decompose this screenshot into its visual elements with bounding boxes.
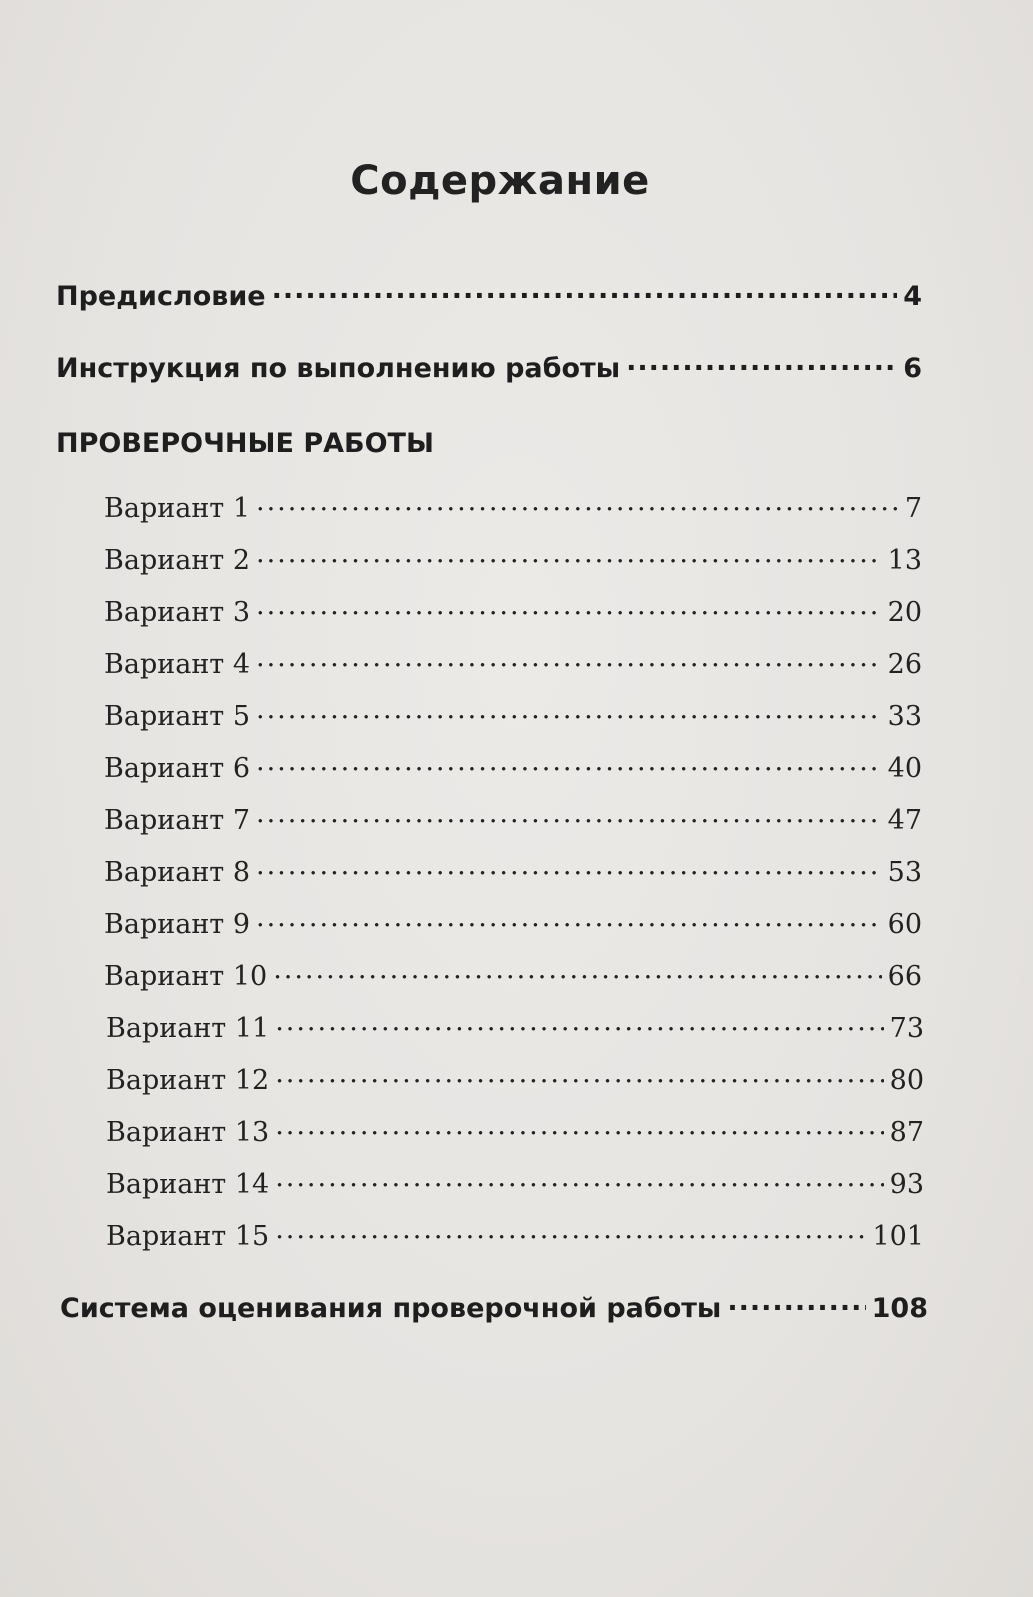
toc-entry-label: Вариант 2	[104, 545, 251, 576]
toc-entry-variant	[106, 1062, 924, 1096]
toc-entry-variant	[106, 1010, 924, 1044]
page-title: Содержание	[350, 158, 650, 204]
toc-entry-label: Вариант 4	[104, 649, 251, 680]
toc-entry-label: Вариант 6	[104, 753, 251, 784]
toc-entry-label: Вариант 9	[104, 909, 251, 940]
toc-entry-label: Вариант 10	[104, 961, 268, 992]
dot-leader	[256, 490, 899, 517]
dot-leader	[275, 1166, 883, 1193]
dot-leader	[256, 646, 882, 673]
dot-leader	[256, 542, 882, 569]
toc-entry-variant	[106, 1166, 924, 1200]
toc-entry-label: Предисловие	[56, 281, 266, 312]
dot-leader	[275, 1218, 866, 1245]
dot-leader	[626, 350, 897, 377]
toc-entry-page: 66	[887, 961, 922, 992]
toc-entry-variant	[106, 1218, 924, 1252]
toc-entry-page: 40	[887, 753, 922, 784]
toc-entry-label: Вариант 11	[106, 1013, 270, 1044]
toc-entry-page: 6	[903, 353, 922, 384]
toc-entry-label: Вариант 3	[104, 597, 251, 628]
section-heading: ПРОВЕРОЧНЫЕ РАБОТЫ	[56, 428, 434, 459]
toc-entry-page: 33	[887, 701, 922, 732]
toc-entry-instructions	[56, 350, 922, 384]
toc-entry-label: Вариант 15	[106, 1221, 270, 1252]
toc-entry-page: 73	[889, 1013, 924, 1044]
toc-entry-assessment	[60, 1290, 928, 1324]
toc-entry-page: 108	[871, 1293, 928, 1324]
toc-entry-variant	[104, 646, 922, 680]
toc-entry-page: 4	[903, 281, 922, 312]
toc-entry-label: Вариант 1	[104, 493, 251, 524]
dot-leader	[275, 1062, 883, 1089]
toc-entry-label: Вариант 8	[104, 857, 251, 888]
toc-entry-page: 47	[887, 805, 922, 836]
toc-entry-page: 87	[889, 1117, 924, 1148]
toc-entry-label: Вариант 14	[106, 1169, 270, 1200]
toc-entry-preface	[56, 278, 922, 312]
toc-entry-page: 20	[887, 597, 922, 628]
toc-entry-page: 13	[887, 545, 922, 576]
dot-leader	[275, 1114, 883, 1141]
toc-entry-variant	[104, 542, 922, 576]
toc-entry-variant	[104, 854, 922, 888]
dot-leader	[256, 906, 882, 933]
toc-entry-variant	[104, 958, 922, 992]
toc-entry-label: Инструкция по выполнению работы	[56, 353, 621, 384]
toc-entry-label: Вариант 13	[106, 1117, 270, 1148]
toc-entry-label: Система оценивания проверочной работы	[60, 1293, 722, 1324]
toc-entry-variant	[104, 802, 922, 836]
toc-entry-page: 53	[887, 857, 922, 888]
dot-leader	[273, 958, 881, 985]
toc-entry-variant	[104, 906, 922, 940]
toc-entry-label: Вариант 7	[104, 805, 251, 836]
toc-entry-variant	[106, 1114, 924, 1148]
dot-leader	[256, 594, 882, 621]
toc-entry-page: 60	[887, 909, 922, 940]
toc-entry-variant	[104, 594, 922, 628]
toc-entry-label: Вариант 5	[104, 701, 251, 732]
toc-entry-page: 26	[887, 649, 922, 680]
toc-entry-variant	[104, 490, 922, 524]
dot-leader	[256, 802, 882, 829]
dot-leader	[275, 1010, 883, 1037]
toc-entry-variant	[104, 698, 922, 732]
dot-leader	[256, 698, 882, 725]
toc-entry-page: 7	[904, 493, 922, 524]
dot-leader	[256, 750, 882, 777]
toc-entry-label: Вариант 12	[106, 1065, 270, 1096]
toc-entry-page: 80	[889, 1065, 924, 1096]
toc-entry-page: 101	[872, 1221, 924, 1252]
toc-entry-page: 93	[889, 1169, 924, 1200]
dot-leader	[256, 854, 882, 881]
toc-entry-variant	[104, 750, 922, 784]
dot-leader	[272, 278, 898, 305]
dot-leader	[727, 1290, 865, 1317]
